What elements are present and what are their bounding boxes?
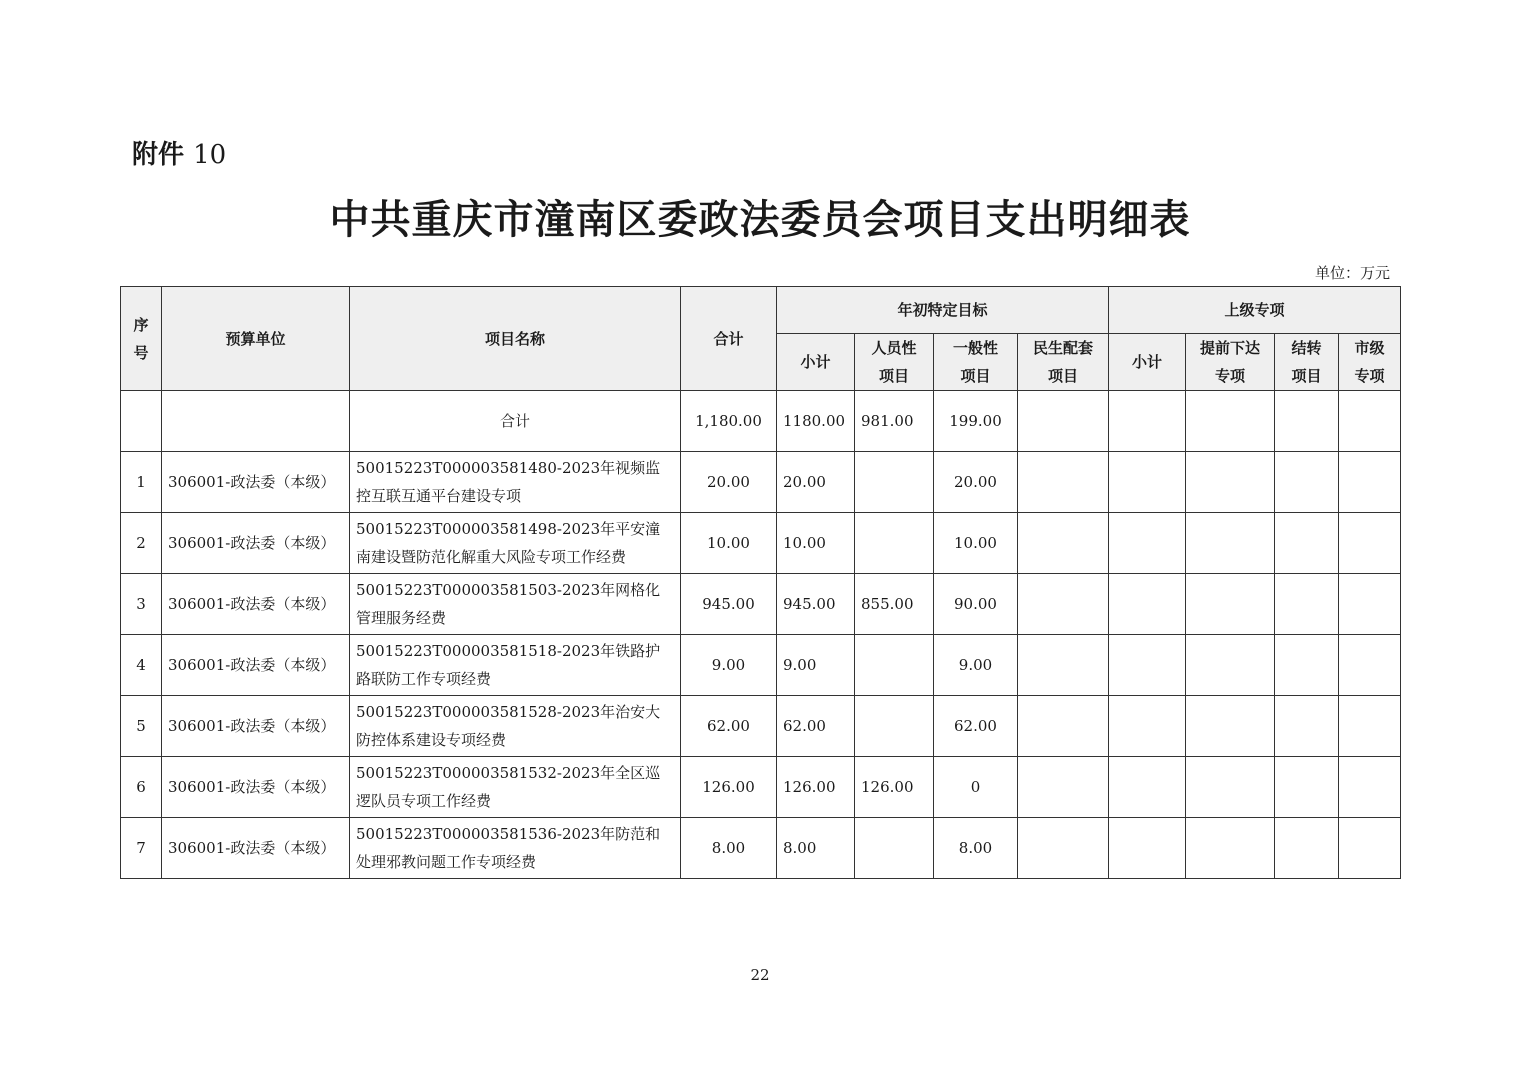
row-seq: 2 xyxy=(121,513,162,574)
page-number: 22 xyxy=(750,966,770,984)
row-project: 50015223T000003581518-2023年铁路护路联防工作专项经费 xyxy=(350,635,681,696)
row-unit: 306001-政法委（本级） xyxy=(162,574,350,635)
row-init-subtotal: 945.00 xyxy=(777,574,855,635)
table-row xyxy=(121,757,1401,818)
row-init-livelihood xyxy=(1018,574,1109,635)
row-unit: 306001-政法委（本级） xyxy=(162,818,350,879)
row-init-personnel xyxy=(855,818,934,879)
table-row xyxy=(121,696,1401,757)
total-unit xyxy=(162,391,350,452)
col-init-livelihood: 民生配套项目 xyxy=(1018,334,1109,391)
row-sup-carryover xyxy=(1275,635,1339,696)
col-group-initial: 年初特定目标 xyxy=(777,287,1109,334)
row-sup-subtotal xyxy=(1109,574,1186,635)
row-sup-subtotal xyxy=(1109,757,1186,818)
row-total: 20.00 xyxy=(681,452,777,513)
row-init-livelihood xyxy=(1018,757,1109,818)
row-init-personnel: 126.00 xyxy=(855,757,934,818)
total-init-general: 199.00 xyxy=(934,391,1018,452)
total-sup-carryover xyxy=(1275,391,1339,452)
expenditure-table xyxy=(120,286,1401,879)
row-total: 945.00 xyxy=(681,574,777,635)
row-project: 50015223T000003581503-2023年网格化管理服务经费 xyxy=(350,574,681,635)
col-total: 合计 xyxy=(681,287,777,391)
header-row-1 xyxy=(121,287,1401,334)
col-sup-subtotal: 小计 xyxy=(1109,334,1186,391)
total-init-subtotal: 1180.00 xyxy=(777,391,855,452)
col-project-name: 项目名称 xyxy=(350,287,681,391)
total-sup-subtotal xyxy=(1109,391,1186,452)
row-unit: 306001-政法委（本级） xyxy=(162,635,350,696)
col-sup-carryover: 结转项目 xyxy=(1275,334,1339,391)
row-sup-advance xyxy=(1186,757,1275,818)
table-row xyxy=(121,452,1401,513)
row-init-general: 20.00 xyxy=(934,452,1018,513)
document-title: 中共重庆市潼南区委政法委员会项目支出明细表 xyxy=(329,196,1191,243)
row-init-personnel xyxy=(855,513,934,574)
col-sup-advance: 提前下达专项 xyxy=(1186,334,1275,391)
row-sup-municipal xyxy=(1339,635,1401,696)
table-row xyxy=(121,818,1401,879)
row-init-general: 8.00 xyxy=(934,818,1018,879)
row-sup-subtotal xyxy=(1109,696,1186,757)
row-total: 10.00 xyxy=(681,513,777,574)
table-row xyxy=(121,513,1401,574)
row-sup-carryover xyxy=(1275,513,1339,574)
total-label: 合计 xyxy=(350,391,681,452)
row-seq: 3 xyxy=(121,574,162,635)
row-sup-municipal xyxy=(1339,696,1401,757)
row-unit: 306001-政法委（本级） xyxy=(162,696,350,757)
row-init-personnel xyxy=(855,696,934,757)
row-sup-carryover xyxy=(1275,818,1339,879)
row-sup-carryover xyxy=(1275,574,1339,635)
row-init-livelihood xyxy=(1018,696,1109,757)
col-unit-name: 预算单位 xyxy=(162,287,350,391)
col-sup-municipal: 市级专项 xyxy=(1339,334,1401,391)
row-project: 50015223T000003581532-2023年全区巡逻队员专项工作经费 xyxy=(350,757,681,818)
row-init-general: 0 xyxy=(934,757,1018,818)
row-sup-municipal xyxy=(1339,818,1401,879)
row-total: 62.00 xyxy=(681,696,777,757)
row-sup-municipal xyxy=(1339,757,1401,818)
attachment-number: 10 xyxy=(193,140,227,170)
unit-label: 单位：万元 xyxy=(1314,264,1390,282)
total-row xyxy=(121,391,1401,452)
row-init-personnel xyxy=(855,452,934,513)
col-init-personnel: 人员性项目 xyxy=(855,334,934,391)
row-sup-advance xyxy=(1186,635,1275,696)
row-sup-municipal xyxy=(1339,452,1401,513)
table-row xyxy=(121,635,1401,696)
total-total: 1,180.00 xyxy=(681,391,777,452)
total-sup-advance xyxy=(1186,391,1275,452)
row-sup-advance xyxy=(1186,818,1275,879)
row-project: 50015223T000003581480-2023年视频监控互联互通平台建设专项 xyxy=(350,452,681,513)
row-init-general: 62.00 xyxy=(934,696,1018,757)
row-sup-advance xyxy=(1186,574,1275,635)
row-sup-advance xyxy=(1186,513,1275,574)
col-group-superior: 上级专项 xyxy=(1109,287,1401,334)
row-init-subtotal: 9.00 xyxy=(777,635,855,696)
col-init-general: 一般性项目 xyxy=(934,334,1018,391)
row-init-general: 90.00 xyxy=(934,574,1018,635)
row-sup-advance xyxy=(1186,696,1275,757)
total-sup-municipal xyxy=(1339,391,1401,452)
row-unit: 306001-政法委（本级） xyxy=(162,452,350,513)
row-total: 9.00 xyxy=(681,635,777,696)
row-project: 50015223T000003581528-2023年治安大防控体系建设专项经费 xyxy=(350,696,681,757)
col-seq: 序号 xyxy=(121,287,162,391)
row-init-general: 10.00 xyxy=(934,513,1018,574)
row-init-livelihood xyxy=(1018,452,1109,513)
row-sup-carryover xyxy=(1275,452,1339,513)
row-init-livelihood xyxy=(1018,818,1109,879)
row-sup-subtotal xyxy=(1109,452,1186,513)
table-row xyxy=(121,574,1401,635)
row-init-subtotal: 20.00 xyxy=(777,452,855,513)
total-init-livelihood xyxy=(1018,391,1109,452)
total-init-personnel: 981.00 xyxy=(855,391,934,452)
attachment-label-text: 附件 xyxy=(132,140,185,170)
col-init-subtotal: 小计 xyxy=(777,334,855,391)
row-sup-subtotal xyxy=(1109,513,1186,574)
total-seq xyxy=(121,391,162,452)
row-unit: 306001-政法委（本级） xyxy=(162,513,350,574)
row-sup-subtotal xyxy=(1109,818,1186,879)
row-unit: 306001-政法委（本级） xyxy=(162,757,350,818)
row-sup-municipal xyxy=(1339,574,1401,635)
row-sup-carryover xyxy=(1275,696,1339,757)
row-sup-municipal xyxy=(1339,513,1401,574)
row-init-livelihood xyxy=(1018,513,1109,574)
row-seq: 7 xyxy=(121,818,162,879)
row-project: 50015223T000003581536-2023年防范和处理邪教问题工作专项经费 xyxy=(350,818,681,879)
row-init-livelihood xyxy=(1018,635,1109,696)
row-seq: 6 xyxy=(121,757,162,818)
row-sup-subtotal xyxy=(1109,635,1186,696)
row-total: 126.00 xyxy=(681,757,777,818)
row-init-general: 9.00 xyxy=(934,635,1018,696)
attachment-label xyxy=(132,134,226,171)
row-init-subtotal: 62.00 xyxy=(777,696,855,757)
row-seq: 1 xyxy=(121,452,162,513)
row-seq: 5 xyxy=(121,696,162,757)
row-sup-advance xyxy=(1186,452,1275,513)
row-init-personnel: 855.00 xyxy=(855,574,934,635)
row-project: 50015223T000003581498-2023年平安潼南建设暨防范化解重大风险专项工作经费 xyxy=(350,513,681,574)
row-init-personnel xyxy=(855,635,934,696)
row-init-subtotal: 126.00 xyxy=(777,757,855,818)
row-sup-carryover xyxy=(1275,757,1339,818)
row-init-subtotal: 8.00 xyxy=(777,818,855,879)
row-total: 8.00 xyxy=(681,818,777,879)
row-init-subtotal: 10.00 xyxy=(777,513,855,574)
row-seq: 4 xyxy=(121,635,162,696)
